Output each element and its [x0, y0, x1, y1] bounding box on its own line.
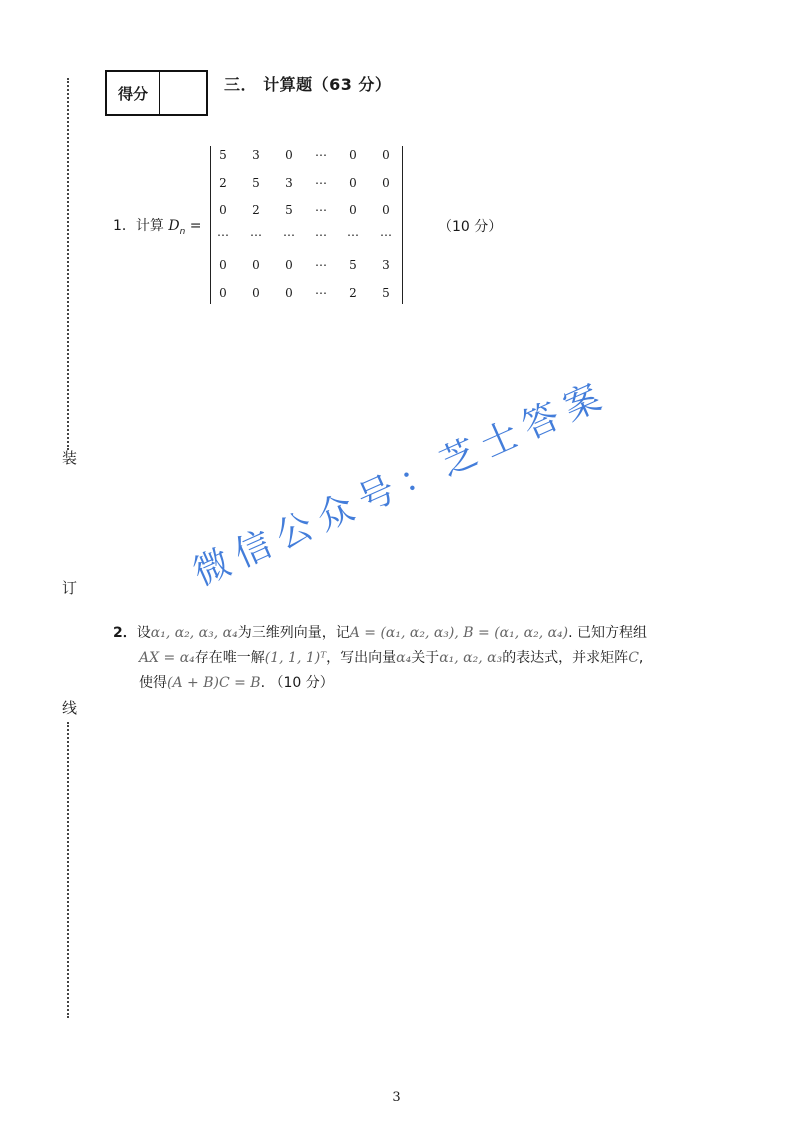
matrix-cell: 2	[349, 286, 357, 300]
question-2-line-3: 使得(A + B)C = B. （10 分）	[139, 675, 334, 691]
matrix-cell: 0	[252, 286, 260, 300]
matrix-cell: 0	[285, 258, 293, 272]
question-1-points: （10 分）	[438, 219, 503, 235]
binding-char-xian: 线	[62, 699, 78, 717]
matrix-cell: ⋯	[283, 228, 295, 242]
matrix-cell: 0	[382, 148, 390, 162]
matrix-cell: 5	[219, 148, 227, 162]
matrix-cell: 2	[219, 176, 227, 190]
binding-dotted-line-bottom	[67, 722, 69, 1018]
matrix-cell: 5	[382, 286, 390, 300]
matrix-cell: 0	[219, 286, 227, 300]
matrix-cell: ⋯	[250, 228, 262, 242]
binding-dotted-line-top	[67, 78, 69, 450]
binding-char-zhuang: 装	[62, 449, 78, 467]
section-title: 三． 计算题（63 分）	[224, 75, 392, 94]
matrix-cell: 3	[382, 258, 390, 272]
matrix-cell: 0	[382, 203, 390, 217]
matrix-cell: 0	[349, 148, 357, 162]
matrix-cell: 5	[285, 203, 293, 217]
matrix-cell: 0	[349, 176, 357, 190]
question-2-line-2: AX = α₄存在唯一解(1, 1, 1)ᵀ，写出向量α₄关于α₁, α₂, α₃的表达式，并求矩阵C,	[139, 650, 644, 666]
matrix-cell: 0	[285, 286, 293, 300]
matrix-cell: 2	[252, 203, 260, 217]
matrix-cell: 0	[219, 258, 227, 272]
matrix-cell: 0	[349, 203, 357, 217]
matrix-cell: ⋯	[315, 176, 327, 190]
matrix-cell: ⋯	[315, 258, 327, 272]
binding-char-ding: 订	[62, 579, 78, 597]
score-field[interactable]	[160, 72, 206, 114]
matrix-cell: ⋯	[315, 286, 327, 300]
matrix-cell: ⋯	[315, 228, 327, 242]
matrix-cell: 0	[219, 203, 227, 217]
matrix-cell: ⋯	[347, 228, 359, 242]
matrix-cell: ⋯	[315, 148, 327, 162]
page-number: 3	[392, 1090, 401, 1105]
matrix-cell: 0	[382, 176, 390, 190]
question-2	[113, 621, 733, 696]
question-2-line-1: 2．设α₁, α₂, α₃, α₄为三维列向量，记A = (α₁, α₂, α₃), B = (α₁, α₂, α₄). 已知方程组	[113, 625, 648, 641]
matrix-cell: ⋯	[380, 228, 392, 242]
determinant-matrix	[210, 146, 403, 304]
matrix-cell: 0	[285, 148, 293, 162]
matrix-cell: ⋯	[217, 228, 229, 242]
score-box	[105, 70, 208, 116]
matrix-cell: ⋯	[315, 203, 327, 217]
watermark: 微信公众号：芝士答案	[187, 373, 616, 595]
matrix-cell: 5	[349, 258, 357, 272]
question-1-label: 1．计算 $D_n$ =	[113, 218, 202, 237]
matrix-cell: 3	[252, 148, 260, 162]
matrix-cell: 3	[285, 176, 293, 190]
matrix-cell: 5	[252, 176, 260, 190]
score-label: 得分	[107, 72, 160, 114]
matrix-cell: 0	[252, 258, 260, 272]
